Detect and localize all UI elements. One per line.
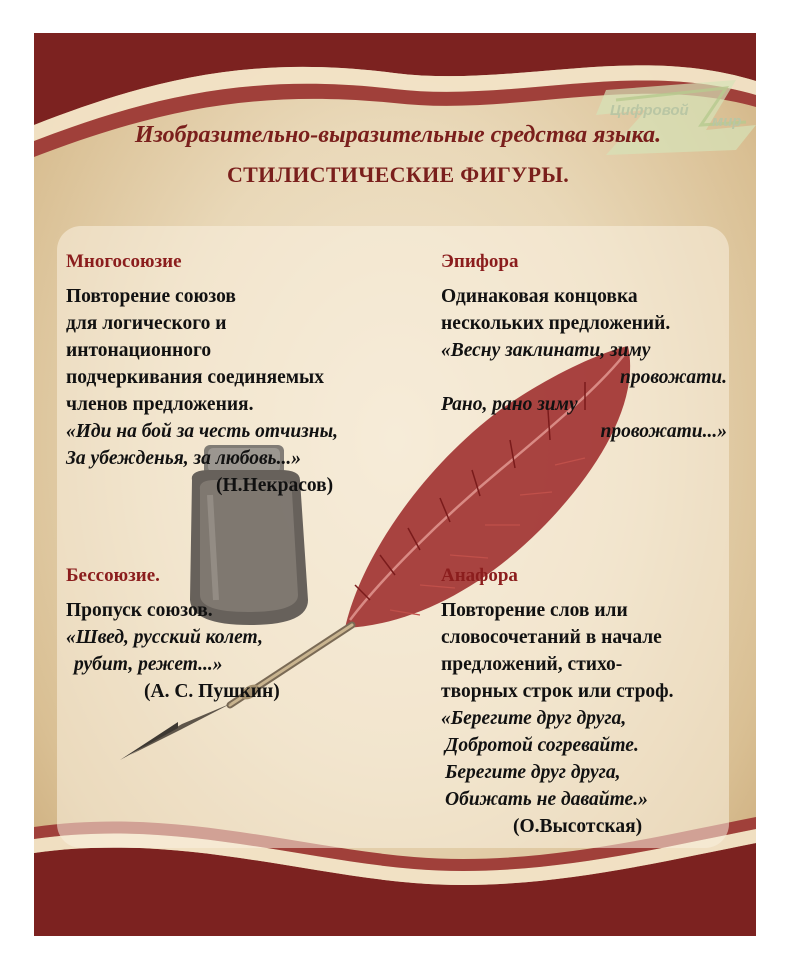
example-author: (Н.Некрасов): [216, 475, 334, 496]
example-author: (О.Высотская): [513, 816, 643, 837]
definition-line: творных строк или строф.: [441, 681, 674, 702]
example-line: «Весну заклинати, зиму: [441, 340, 651, 361]
section-title: Бессоюзие.: [66, 565, 160, 586]
definition-line: Повторение союзов: [66, 286, 236, 307]
example-line: Обижать не давайте.»: [445, 789, 648, 810]
example-line: Добротой согревайте.: [445, 735, 639, 756]
definition-line: подчеркивания соединяемых: [66, 367, 325, 388]
section-epifora: [441, 248, 727, 445]
definition-line: для логического и: [66, 313, 227, 334]
section-title: Анафора: [441, 565, 518, 586]
page-title: Изобразительно-выразительные средства языка.: [134, 122, 662, 148]
example-line: «Иди на бой за честь отчизны,: [66, 421, 339, 442]
example-line: Рано, рано зиму: [441, 394, 578, 415]
section-anafora: [441, 562, 674, 840]
definition-line: Повторение слов или: [441, 600, 628, 621]
example-line: рубит, режет...»: [74, 654, 223, 675]
example-line: «Швед, русский колет,: [66, 627, 264, 648]
definition-line: нескольких предложений.: [441, 313, 671, 334]
definition-line: Одинаковая концовка: [441, 286, 638, 307]
example-line: Берегите друг друга,: [445, 762, 621, 783]
example-line: провожати...»: [600, 421, 727, 442]
logo-text-secondary: мир: [712, 113, 742, 130]
section-bessoyuzie: [66, 562, 280, 705]
page-subtitle: СТИЛИСТИЧЕСКИЕ ФИГУРЫ.: [226, 162, 570, 187]
definition-line: членов предложения.: [66, 394, 254, 415]
example-author: (А. С. Пушкин): [144, 681, 280, 702]
definition-line: интонационного: [66, 340, 212, 361]
example-line: «Берегите друг друга,: [441, 708, 627, 729]
definition-line: Пропуск союзов.: [66, 600, 213, 621]
example-line: За убежденья, за любовь...»: [66, 448, 301, 469]
section-title: Многосоюзие: [66, 251, 182, 272]
example-line: провожати.: [619, 367, 727, 388]
definition-line: словосочетаний в начале: [441, 627, 662, 648]
section-mnogosoyuzie: [66, 248, 338, 499]
logo-text-primary: Цифровой: [610, 102, 689, 119]
definition-line: предложений, стихо-: [441, 654, 623, 675]
section-title: Эпифора: [441, 251, 519, 272]
